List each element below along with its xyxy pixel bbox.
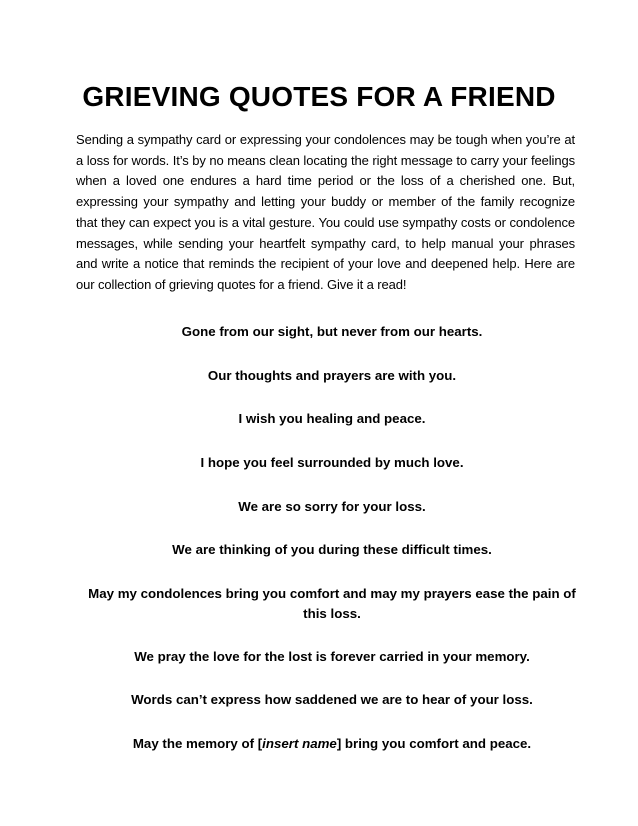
quote-line: We are so sorry for your loss.: [238, 499, 426, 514]
quote-line-last: [76, 734, 588, 754]
intro-paragraph: Sending a sympathy card or expressing your condolences may be tough when you’re at a loss for words. It’s by no means clean locating the right message to carry your feelings when a loved one endures a hard time period or the loss of a cherished one. But, expressing your sympathy and letting your buddy or member of the family recognize that they can expect you is a vital gesture. You could use sympathy costs or condolence messages, while sending your heartfelt sympathy card, to help manual your phrases and write a notice that reminds the recipient of your love and deepened help. Here are our collection of grieving quotes for a friend. Give it a read!: [76, 132, 575, 292]
quote-line: Words can’t express how saddened we are to hear of your loss.: [131, 692, 533, 707]
quote-last-placeholder: insert name: [262, 736, 337, 751]
quote-line: Our thoughts and prayers are with you.: [207, 368, 457, 383]
quote-last-before: May the memory of [: [132, 736, 263, 751]
quote-line: We are thinking of you during these difficult times.: [172, 542, 492, 557]
quote-line: I hope you feel surrounded by much love.: [200, 455, 464, 470]
quote-line: We pray the love for the lost is forever carried in your memory.: [134, 649, 530, 664]
page-title: GRIEVING QUOTES FOR A FRIEND: [82, 81, 556, 112]
quote-line: I wish you healing and peace.: [238, 411, 426, 426]
quote-last-after: ] bring you comfort and peace.: [336, 736, 532, 751]
quote-line: May my condolences bring you comfort and may my prayers ease the pain of this loss.: [88, 586, 576, 621]
quote-line: Gone from our sight, but never from our hearts.: [181, 324, 483, 339]
